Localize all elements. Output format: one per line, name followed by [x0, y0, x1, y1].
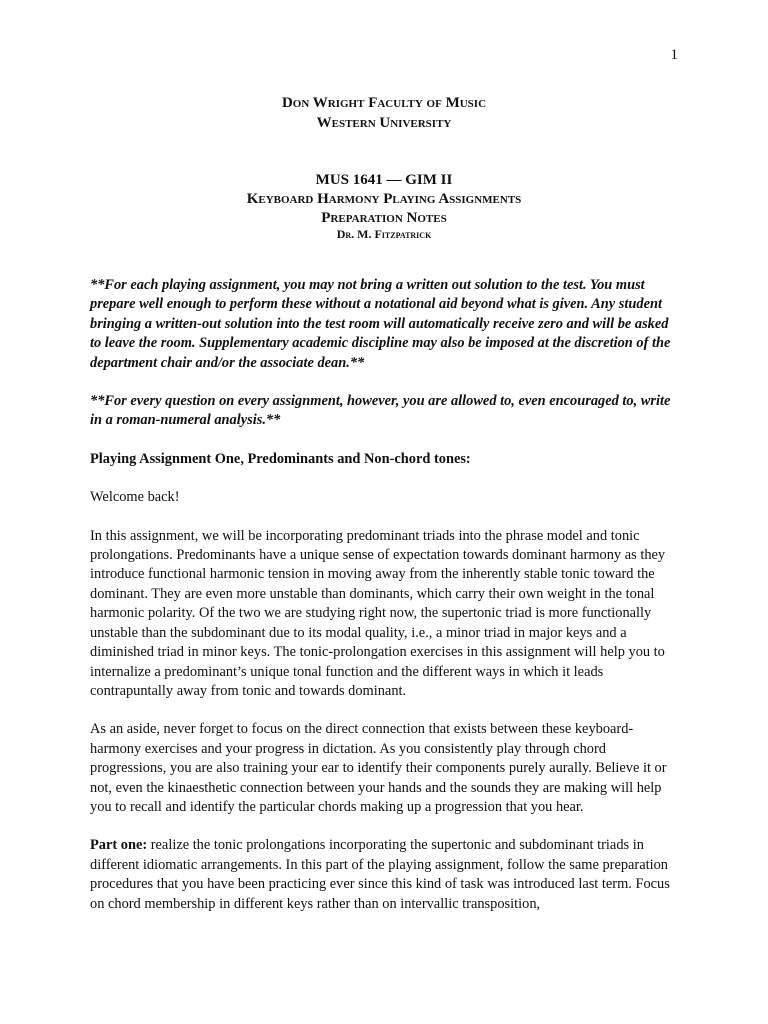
intro-paragraph: In this assignment, we will be incorporating predominant triads into the phrase model and tonic prolongations. Predominants have a unique sense of expectation towards dominant harmony as they introduce functional harmonic tension in moving away from the inherently stable tonic toward the dominant. They are even more unstable than dominants, which carry their own weight in the tonal harmonic polarity. Of the two we are studying right now, the supertonic triad is more functionally unstable than the subdominant due to its modal quality, i.e., a minor triad in major keys and a diminished triad in minor keys. The tonic-prolongation exercises in this assignment will help you to internalize a predominant’s unique tonal function and the different ways in which it leads contrapuntally away from tonic and towards dominant.	[90, 527, 666, 699]
part-one-paragraph	[90, 836, 680, 914]
aside-paragraph: As an aside, never forget to focus on the direct connection that exists between these keyboard-harmony exercises and your progress in dictation. As you consistently play through chord progressions, you are also training your ear to identify their components purely aurally. Believe it or not, even the kinaesthetic connection between your hands and the sounds they are making will help you to recall and identify the particular chords making up a progression that you hear.	[90, 721, 667, 815]
part-one-text: realize the tonic prolongations incorporating the supertonic and subdominant triads in different idiomatic arrangements. In this part of the playing assignment, follow the same preparation procedures that you have been practicing ever since this kind of task was introduced last term. Focus on chord membership in different keys rather than on intervallic transposition,	[90, 837, 670, 912]
preparation-notes-title: Preparation Notes	[321, 210, 447, 226]
no-solution-warning: **For each playing assignment, you may not bring a written out solution to the test. You must prepare well enough to perform these without a notational aid beyond what is given. Any student bringing a written-out solution into the test room will automatically receive zero and will be asked to leave the room. Supplementary academic discipline may also be imposed at the discretion of the department chair and/or the associate dean.**	[90, 277, 671, 371]
faculty-name: Don Wright Faculty of Music	[281, 95, 487, 111]
part-one-label: Part one:	[90, 837, 148, 854]
roman-numeral-note: **For every question on every assignment, however, you are allowed to, even encouraged to, write in a roman-numeral analysis.**	[90, 393, 671, 429]
instructor-name: Dr. M. Fitzpatrick	[336, 227, 432, 241]
page-number: 1	[670, 47, 678, 63]
welcome-text: Welcome back!	[90, 489, 180, 506]
institution-header	[0, 93, 768, 133]
university-name: Western University	[316, 115, 452, 131]
course-header	[0, 170, 768, 240]
assignment-heading: Playing Assignment One, Predominants and Non-chord tones:	[90, 450, 471, 467]
course-title: MUS 1641 — GIM II	[315, 172, 453, 188]
document-body	[90, 276, 680, 914]
course-subtitle: Keyboard Harmony Playing Assignments	[246, 191, 522, 207]
